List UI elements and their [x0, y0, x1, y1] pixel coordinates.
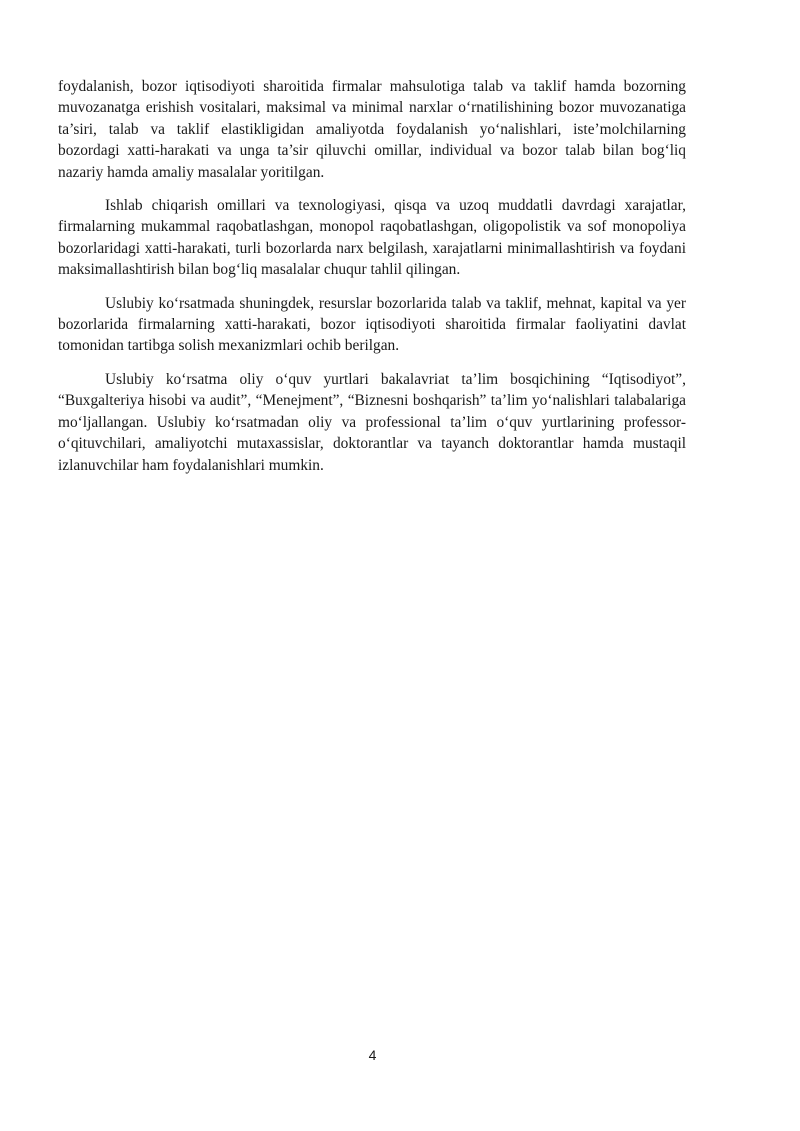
page-number: 4 — [368, 1047, 377, 1063]
paragraph-continuation: foydalanish, bozor iqtisodiyoti sharoitida firmalar mahsulotiga talab va taklif hamda bozorning muvozanatga erishish vositalari, maksimal va minimal narxlar o‘rnatilishining bozor muvozanatiga ta’siri, talab va taklif elastikligidan amaliyotda foydalanish yo‘nalishlari, iste’molchilarning bozordagi xatti-harakati va unga ta’sir qiluvchi omillar, individual va bozor talab bilan bog‘liq nazariy hamda amaliy masalalar yoritilgan. — [58, 78, 686, 181]
paragraph-audience: Uslubiy ko‘rsatma oliy o‘quv yurtlari bakalavriat ta’lim bosqichining “Iqtisodiyot”, “Buxgalteriya hisobi va audit”, “Menejment”, “Biznesni boshqarish” ta’lim yo‘nalishlari talabalariga mo‘ljallangan. Uslubiy ko‘rsatmadan oliy va professional ta’lim o‘quv yurtlarining professor-o‘qituvchilari, amaliyotchi mutaxassislar, doktorantlar va tayanch doktorantlar hamda mustaqil izlanuvchilar ham foydalanishlari mumkin. — [58, 370, 686, 474]
paragraph-resource-markets: Uslubiy ko‘rsatmada shuningdek, resurslar bozorlarida talab va taklif, mehnat, kapital va yer bozorlarida firmalarning xatti-harakati, bozor iqtisodiyoti sharoitida firmalar faoliyatini davlat tomonidan tartibga solish mexanizmlari ochib berilgan. — [58, 294, 686, 355]
paragraph-production-factors: Ishlab chiqarish omillari va texnologiyasi, qisqa va uzoq muddatli davrdagi xarajatlar, firmalarning mukammal raqobatlashgan, monopol raqobatlashgan, oligopolistik va sof monopoliya bozorlaridagi xatti-harakati, turli bozorlarda narx belgilash, xarajatlarni minimallashtirish va foydani maksimallashtirish bilan bog‘liq masalalar chuqur tahlil qilingan. — [58, 197, 686, 279]
body-text — [58, 76, 686, 488]
